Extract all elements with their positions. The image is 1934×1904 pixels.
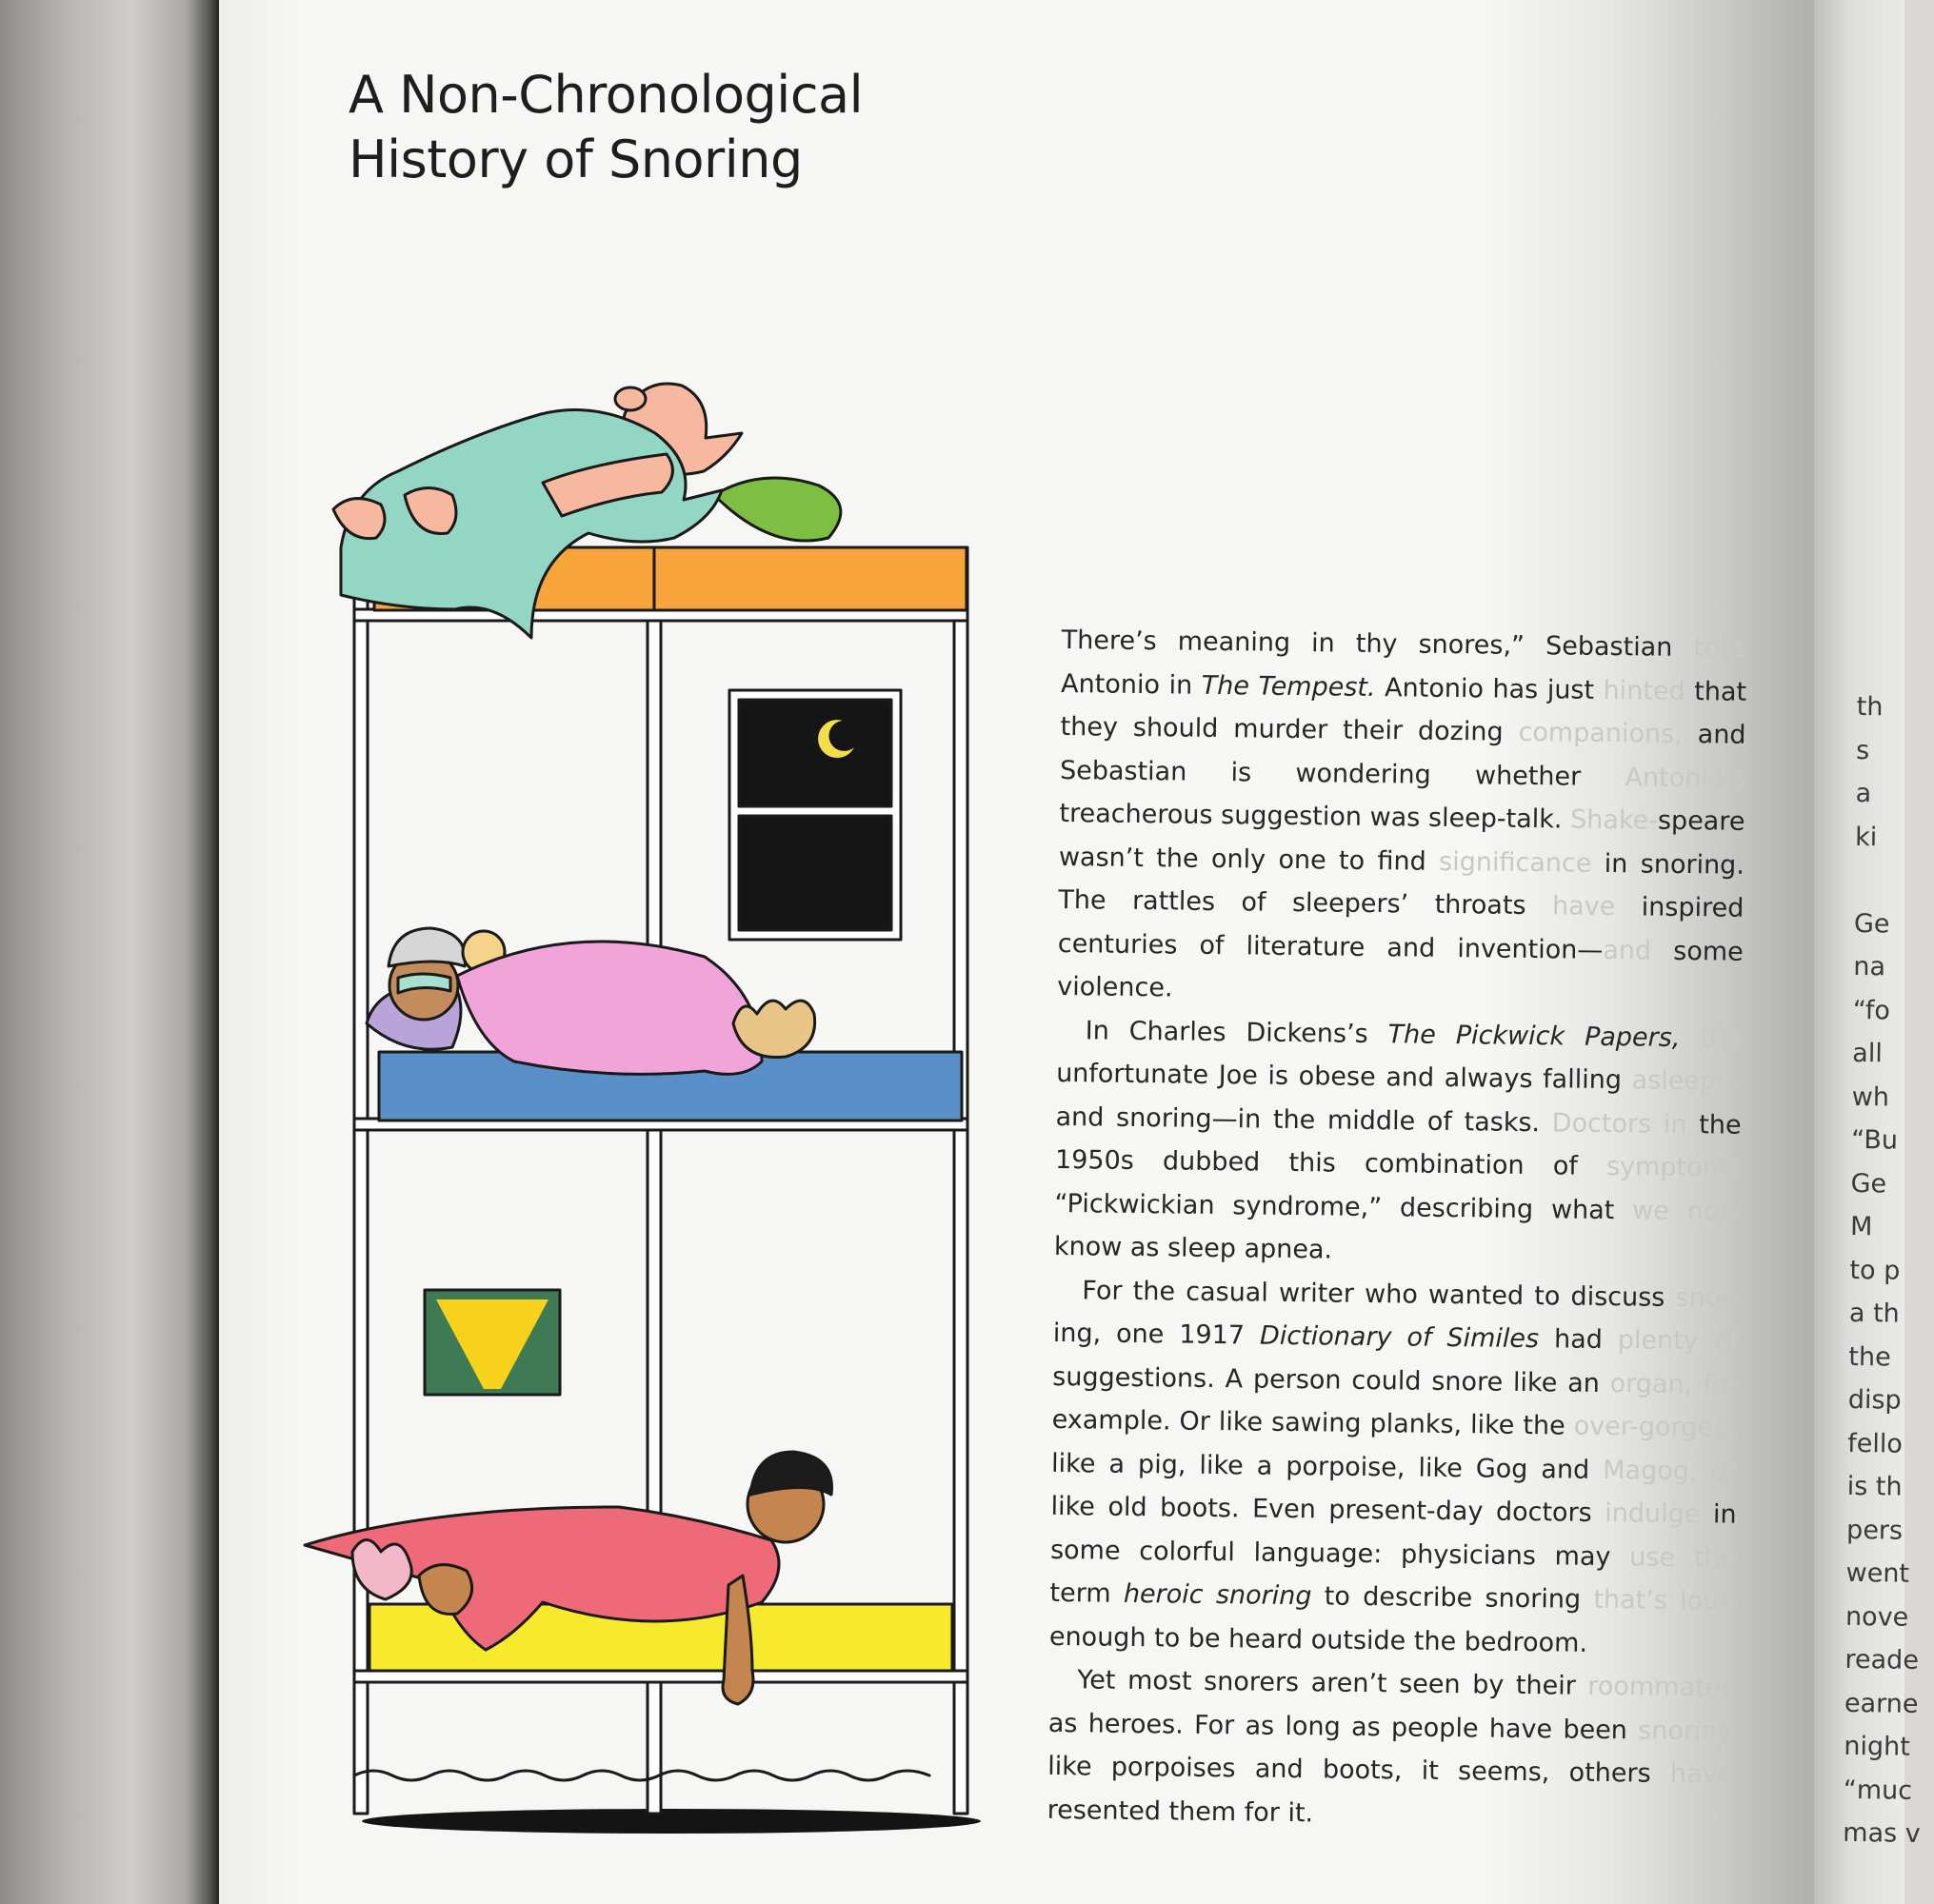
body-paragraph-4 <box>1047 1658 1734 1840</box>
text-run: speare wasn’t the only one to find <box>1058 805 1745 877</box>
facing-line-fragment: earne <box>1844 1688 1919 1719</box>
facing-line-fragment: Ge <box>1850 1168 1887 1199</box>
text-run: snoring <box>1638 1715 1734 1747</box>
text-run: the <box>1700 1022 1743 1054</box>
grey-hair <box>389 928 466 966</box>
bed-post-left <box>354 547 368 1814</box>
facing-line-fragment: M <box>1849 1211 1873 1242</box>
text-run: inspired centuries of literature and invention— <box>1057 892 1745 965</box>
text-run: as heroes. For as long as people have been <box>1047 1708 1639 1745</box>
facing-line-fragment: the <box>1848 1341 1891 1372</box>
facing-line-fragment: “muc <box>1843 1775 1913 1806</box>
text-run: Yet most snorers aren’t seen by their <box>1077 1665 1588 1701</box>
text-run: Antonio’s <box>1625 762 1746 794</box>
page-title <box>349 63 863 192</box>
text-run: snor- <box>1675 1282 1740 1314</box>
text-run: companions, <box>1518 717 1683 749</box>
text-run: term <box>1049 1577 1125 1609</box>
italic-title: The Tempest. <box>1201 670 1376 703</box>
facing-line-fragment: s <box>1855 735 1870 765</box>
text-run: In Charles Dickens’s <box>1085 1015 1388 1049</box>
pig-snout <box>615 387 646 410</box>
text-run: that’s loud <box>1593 1584 1736 1616</box>
facing-line-fragment: is th <box>1846 1471 1903 1502</box>
italic-title: Dictionary of Similes <box>1259 1320 1540 1355</box>
facing-line-fragment: all <box>1852 1038 1884 1069</box>
text-run: hinted <box>1603 675 1685 706</box>
blanket-pink <box>457 942 762 1074</box>
text-run: example. Or like sawing planks, like the <box>1051 1404 1574 1441</box>
text-run: like old boots. Even present-day doctors <box>1050 1491 1605 1529</box>
text-run: to describe snoring <box>1311 1581 1594 1615</box>
bed-post-right <box>954 547 967 1814</box>
title-line-2: History of Snoring <box>349 129 803 189</box>
text-run: Doctors in <box>1551 1107 1687 1140</box>
text-run: like a pig, like a porpoise, like Gog and <box>1050 1448 1604 1485</box>
text-run: some violence. <box>1057 936 1744 1003</box>
text-run: that they should murder their dozing <box>1060 676 1747 747</box>
text-run: have <box>1669 1758 1734 1790</box>
title-line-1: A Non-Chronological <box>349 65 864 125</box>
facing-line-fragment: nove <box>1844 1601 1909 1633</box>
text-run: roommates <box>1587 1671 1735 1703</box>
text-run: “Pickwickian syndrome,” describing what <box>1054 1188 1633 1225</box>
facing-line-fragment: th <box>1856 691 1884 723</box>
floor-shadow <box>362 1809 981 1834</box>
italic-title: heroic snoring <box>1123 1578 1312 1612</box>
text-run: tells <box>1693 633 1747 664</box>
text-run: plenty of <box>1617 1325 1739 1357</box>
rail-bottom <box>354 1671 967 1682</box>
body-paragraph-2 <box>1054 1008 1743 1277</box>
text-run: Antonio has just <box>1375 672 1604 705</box>
facing-line-fragment <box>1854 859 1932 902</box>
text-run: in snoring. The rattles of sleepers’ throats <box>1058 848 1745 922</box>
facing-line-fragment: pers <box>1845 1515 1904 1546</box>
text-run: ing, one 1917 <box>1052 1318 1261 1351</box>
text-run: unfortunate Joe is obese and always falling <box>1055 1058 1632 1096</box>
text-run: like porpoises and boots, it seems, others <box>1047 1751 1671 1789</box>
facing-line-fragment: went <box>1845 1557 1910 1589</box>
text-run: and snoring—in the middle of tasks. <box>1055 1101 1552 1138</box>
facing-line-fragment: reade <box>1844 1644 1920 1676</box>
text-run: we now <box>1631 1195 1741 1227</box>
text-run: Magog, or <box>1603 1455 1738 1487</box>
text-run: and <box>1603 935 1652 966</box>
facing-line-fragment: a <box>1855 778 1872 809</box>
text-run: had <box>1538 1324 1619 1356</box>
pillow-green <box>714 478 841 541</box>
facing-line-fragment: disp <box>1847 1384 1902 1416</box>
facing-line-fragment: Ge <box>1853 908 1890 939</box>
body-paragraph-3 <box>1049 1268 1740 1666</box>
article-body <box>1047 619 1747 1840</box>
previous-page-edge <box>0 0 219 1904</box>
facing-line-fragment: a th <box>1848 1298 1900 1329</box>
facing-line-fragment: night <box>1844 1731 1911 1762</box>
text-run: There’s meaning in thy snores,” Sebastian <box>1061 625 1694 664</box>
bed-skirt <box>354 1771 929 1780</box>
text-run: For the casual writer who wanted to discuss <box>1082 1275 1676 1313</box>
text-run: know as sleep apnea. <box>1053 1231 1333 1265</box>
facing-line-fragment: ki <box>1854 822 1878 852</box>
text-run: use the <box>1629 1541 1737 1574</box>
bunk-bed-illustration <box>314 376 1019 1842</box>
text-run: treacherous suggestion was sleep-talk. <box>1059 798 1571 835</box>
text-run: significance <box>1438 846 1592 879</box>
text-run: enough to be heard outside the bedroom. <box>1048 1621 1588 1658</box>
dark-hair <box>750 1452 832 1495</box>
facing-line-fragment: wh <box>1851 1081 1890 1112</box>
text-run: organ, for <box>1609 1368 1739 1400</box>
text-run: over-gorged, <box>1573 1411 1738 1443</box>
text-run: the 1950s dubbed this combination of <box>1054 1109 1742 1182</box>
facing-line-fragment: fello <box>1847 1428 1904 1459</box>
text-run: and Sebastian is wondering whether <box>1059 719 1746 792</box>
text-run: asleep— <box>1631 1065 1743 1097</box>
text-run: suggestions. A person could snore like an <box>1052 1361 1610 1398</box>
facing-page-text-fragments <box>1843 685 1934 1855</box>
pig-trotter-1 <box>333 499 385 539</box>
italic-title: The Pickwick Papers, <box>1387 1019 1681 1053</box>
text-run: Antonio in <box>1060 668 1202 701</box>
facing-line-fragment: to p <box>1849 1255 1901 1286</box>
text-run: have <box>1551 891 1616 922</box>
facing-line-fragment: na <box>1853 951 1886 982</box>
facing-line-fragment: mas v <box>1843 1817 1921 1849</box>
text-run: in some colorful language: physicians may <box>1049 1499 1737 1572</box>
text-run: resented them for it. <box>1047 1795 1314 1828</box>
facing-line-fragment: “Bu <box>1850 1124 1899 1156</box>
text-run <box>1680 1022 1700 1052</box>
text-run: indulge <box>1605 1498 1701 1530</box>
text-run: Shake- <box>1569 804 1659 836</box>
body-paragraph-1 <box>1057 619 1747 1017</box>
text-run: symptoms <box>1605 1152 1742 1183</box>
facing-line-fragment: “fo <box>1852 995 1891 1025</box>
